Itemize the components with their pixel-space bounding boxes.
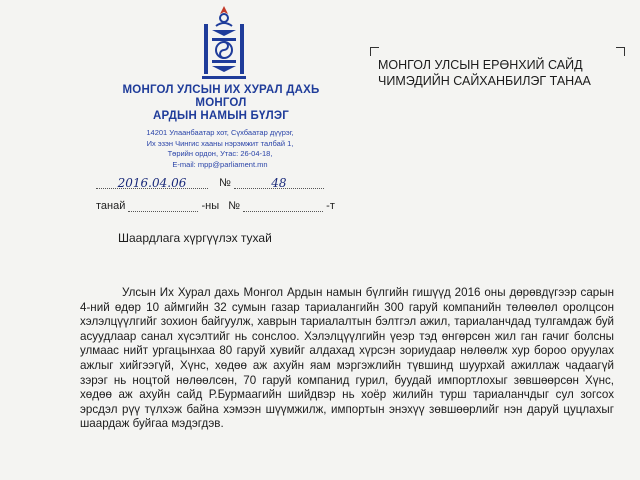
recipient-block (378, 57, 628, 89)
date-field (96, 176, 208, 189)
your-date-field (128, 199, 198, 212)
number-sign: № (219, 177, 231, 189)
your-number-field (243, 199, 323, 212)
address-line3: Төрийн ордон, Утас: 26-04-18, (167, 149, 273, 158)
your-number-sign: № (228, 200, 241, 212)
recipient-bracket-left (370, 47, 379, 56)
handwritten-date: 2016.04.06 (117, 176, 187, 190)
ny-label: -ны (201, 200, 220, 212)
org-name-line3: АРДЫН НАМЫН БҮЛЭГ (153, 110, 289, 122)
recipient-line2: ЧИМЭДИЙН САЙХАНБИЛЭГ ТАНАА (378, 74, 591, 88)
letter-subject: Шаардлага хүргүүлэх тухай (118, 231, 272, 245)
number-field (234, 176, 324, 189)
address-line4: E-mail: mpp@parliament.mn (172, 159, 268, 169)
t-label: -т (326, 200, 335, 212)
org-name-line1: МОНГОЛ УЛСЫН ИХ ХУРАЛ ДАХЬ (122, 84, 320, 96)
soyombo-emblem-icon (198, 4, 250, 82)
address-line1: 14201 Улаанбаатар хот, Сүхбаатар дүүрэг, (146, 128, 294, 137)
organization-name (96, 84, 346, 123)
organization-address (120, 128, 320, 170)
org-name-line2: МОНГОЛ (195, 97, 247, 109)
reply-reference-line (96, 199, 356, 212)
recipient-line1: МОНГОЛ УЛСЫН ЕРӨНХИЙ САЙД (378, 58, 583, 72)
address-line2: Их эзэн Чингис хааны нэрэмжит талбай 1, (146, 138, 294, 148)
date-number-line (96, 176, 346, 189)
letter-body-paragraph: Улсын Их Хурал дахь Монгол Ардын намын бүлгийн гишүүд 2016 оны дөрөвдүгээр сарын 4-ний өдөр 10 аймгийн 32 сумын газар тариалангийн 300 гаруй компанийн төлөөлөл оролцсон хэлэлцүүлгийг зохион байгуулж, хаврын тариалалтын бэлтгэл ажил, тариаланчдад тулгамдаж буй асуудлаар санал хүсэлтийг нь сонслоо. Хэлэлцүүлгийн үеэр тэд өнгөрсөн жил ган гачиг болсны улмаас нийт ургацынхаа 80 гаруй хувийг алдахад хүрсэн зориудаар нөлөөлж хур бороо оруулах ажлыг хийгээгүй, Хүнс, хөдөө аж ахуйн яам мэргэжлийн түвшинд шуурхай ажиллаж чадаагүй зэрэг нь ноцтой нөлөөлсөн, 70 гаруй компанид гурил, буудай импортлохыг зөвшөөрсөн Хүнс, хөдөө аж ахуйн сайд Р.Бурмаагийн шийдвэр нь хоёр жилийн турш тариаланчдыг сул зогсох эрсдэл рүү түлхэж байна хэмээн шүүмжилж, импортын энэхүү зөвшөөрлийг нэн даруй цуцлахыг шаардаж буйгаа мэдэгдэв. (80, 286, 614, 431)
your-label: танай (96, 200, 126, 212)
recipient-bracket-right (616, 47, 625, 56)
handwritten-number: 48 (271, 176, 287, 190)
